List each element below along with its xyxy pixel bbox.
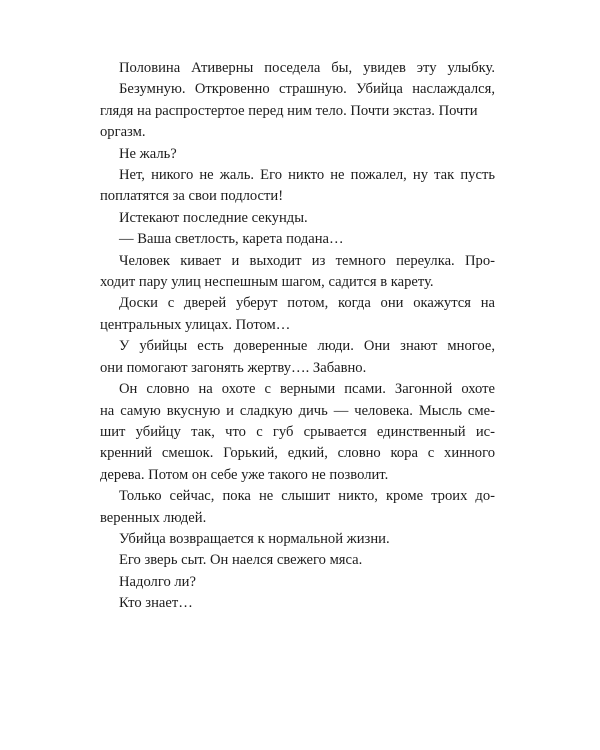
text-line: Нет, никого не жаль. Его никто не пожалел, ну так пусть [119,167,495,184]
text-line: Половина Ативерны поседела бы, увидев эту улыбку. [119,60,495,76]
text-line: Убийца возвращается к нормальной жизни. [119,530,390,547]
paragraph [100,58,495,144]
text-line: шит убийцу так, что с губ срывается единственный ис- [100,423,495,440]
text-line: ходит пару улиц неспешным шагом, садится в карету. [100,274,434,291]
paragraph [100,144,495,165]
page-body [100,58,495,615]
text-line: кренний смешок. Горький, едкий, словно кора с хинного [100,445,495,462]
text-line: Надолго ли? [119,573,196,590]
paragraph [100,165,495,208]
paragraph [100,593,495,614]
text-line: дерева. Потом он себе уже такого не позволит. [100,466,389,483]
text-line: Истекают последние секунды. [119,209,308,226]
paragraph [100,336,495,379]
text-line: У убийцы есть доверенные люди. Они знают многое, [119,338,495,355]
text-line: Он словно на охоте с верными псами. Загонной охоте [119,381,495,398]
paragraph [100,379,495,486]
text-line: Его зверь сыт. Он наелся свежего мяса. [119,552,363,569]
text-line: поплатятся за свои подлости! [100,188,284,205]
text-line: центральных улицах. Потом… [100,316,291,333]
text-line: глядя на распростертое перед ним тело. Почти экстаз. Почти оргазм. [100,102,478,141]
paragraph [100,550,495,571]
paragraph [100,529,495,550]
text-line: Только сейчас, пока не слышит никто, кроме троих до- [119,488,495,505]
paragraph [100,293,495,336]
paragraph [100,572,495,593]
text-line: Кто знает… [119,595,193,612]
text-line: Человек кивает и выходит из темного переулка. Про- [119,252,495,269]
paragraph [100,251,495,294]
text-line: они помогают загонять жертву…. Забавно. [100,359,367,376]
text-line: — Ваша светлость, карета подана… [119,231,344,248]
paragraph [100,229,495,250]
text-line: веренных людей. [100,509,207,526]
paragraph [100,486,495,529]
text-line: Не жаль? [119,145,177,162]
text-line: Доски с дверей уберут потом, когда они окажутся на [119,295,495,312]
text-line: Безумную. Откровенно страшную. Убийца наслаждался, [119,81,495,98]
text-line: на самую вкусную и сладкую дичь — человека. Мысль сме- [100,402,495,419]
paragraph [100,208,495,229]
